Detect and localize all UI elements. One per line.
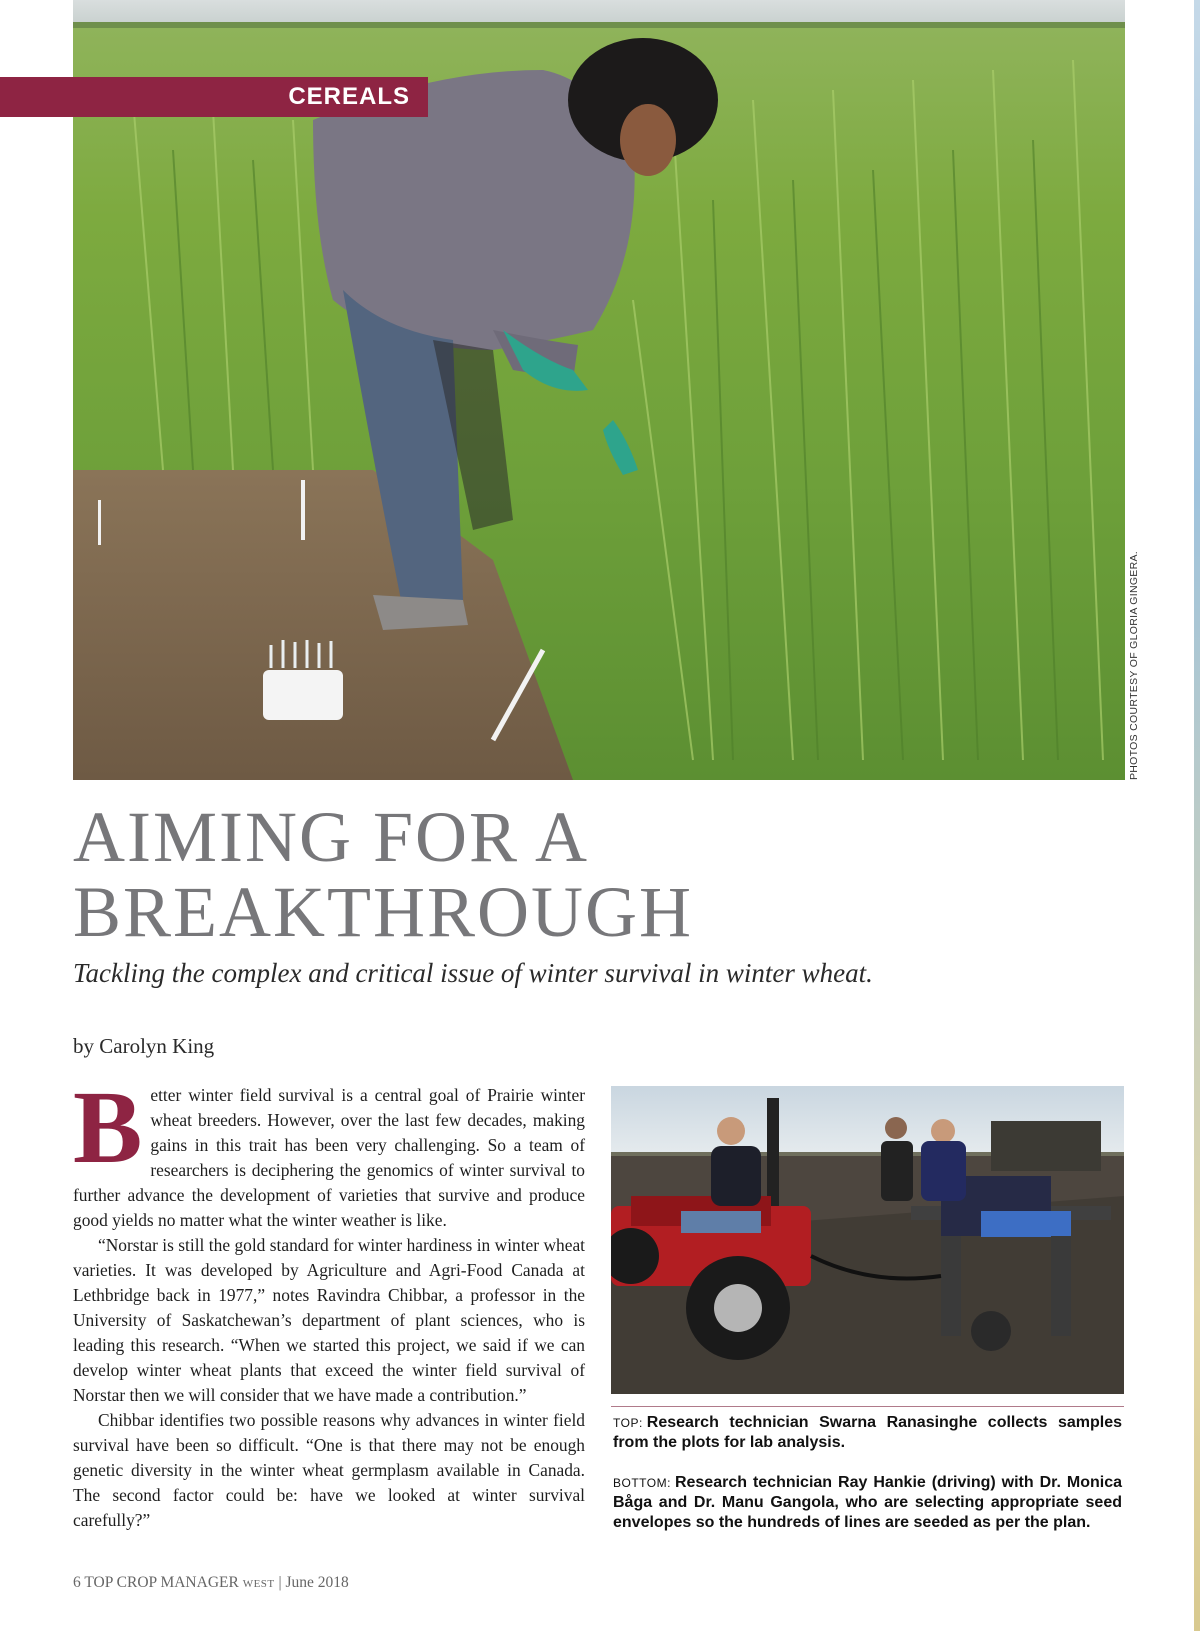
section-tag: CEREALS [0,77,428,117]
dek: Tackling the complex and critical issue of winter survival in winter wheat. [73,958,873,988]
hero-photo [73,0,1125,780]
headline-line-1: AIMING FOR A [73,797,590,877]
paragraph-2: “Norstar is still the gold standard for winter hardiness in winter wheat varieties. It was developed by Agriculture and Agri-Food Canada at Lethbridge back in 1977,” notes Ravindra Chibbar, a professor in the University of Saskatchewan’s department of plant sciences, who is leading this research. “When we started this project, we said if we can develop winter wheat plants that exceed the winter field survival of Norstar then we will consider that we have made a contribution.” [73,1235,585,1405]
caption-top [613,1413,1122,1453]
headline [73,797,1123,952]
paragraph-1 [73,1070,585,1233]
page-number: 6 [73,1574,81,1591]
drop-cap: B [73,1070,143,1185]
caption-bottom-text: Research technician Ray Hankie (driving) with Dr. Monica Båga and Dr. Manu Gangola, who are selecting appropriate seed envelopes so the hundreds of lines are seeded as per the plan. [613,1474,1122,1531]
magazine-name: TOP CROP MANAGER [84,1574,239,1591]
page-edge-strip [1194,0,1200,1631]
byline: by Carolyn King [73,1034,215,1058]
caption-bottom-label: BOTTOM: [613,1476,671,1490]
tractor-photo [611,1086,1124,1394]
magazine-edition: WEST [242,1578,275,1590]
photo-credit: PHOTOS COURTESY OF GLORIA GINGERA. [1128,551,1140,780]
paragraph-1-text: etter winter field survival is a central goal of Prairie winter wheat breeders. However, over the last few decades, making gains in this trait has been very challenging. So a team of researchers is deciphering the genomics of winter survival to further advance the development of varieties that survive and produce good yields no matter what the winter weather is like. [73,1085,585,1230]
caption-divider [611,1406,1124,1407]
photo-captions [613,1413,1122,1553]
caption-top-label: TOP: [613,1416,643,1430]
article-body [73,1070,585,1533]
headline-line-2: BREAKTHROUGH [73,872,694,952]
paragraph-3: Chibbar identifies two possible reasons why advances in winter field survival have been so difficult. “One is that there may not be enough genetic diversity in the winter wheat germplasm available in Canada. The second factor could be: have we looked at winter survival carefully?” [73,1410,585,1530]
issue-date: June 2018 [285,1574,349,1591]
page-footer: 6 TOP CROP MANAGER WEST | June 2018 [73,1574,349,1591]
caption-top-text: Research technician Swarna Ranasinghe collects samples from the plots for lab analysis. [613,1414,1122,1451]
caption-bottom [613,1473,1122,1533]
